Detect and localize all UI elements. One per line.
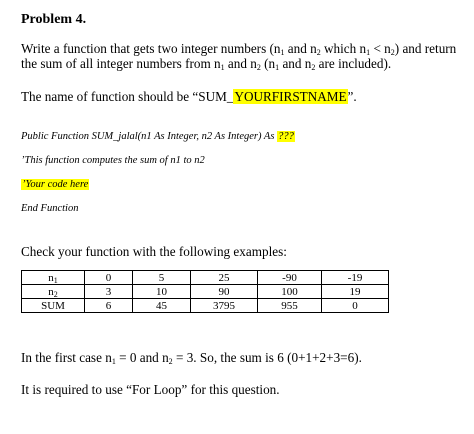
table-row — [22, 271, 389, 285]
problem-heading: Problem 4. — [21, 12, 87, 27]
table-cell: 100 — [258, 285, 322, 299]
task-line-2: the sum of all integer numbers from $n_1$ and $n_2$ ($n_1$ and $n_2$ are included). — [21, 56, 392, 72]
check-text: Check your function with the following examples: — [21, 244, 287, 259]
row-label: $n_2$ — [22, 285, 85, 299]
table-cell: -19 — [322, 271, 389, 285]
code-signature: Public Function SUM_jalal(n1 As Integer, n2 As Integer) As ??? — [21, 131, 294, 142]
table-cell: 955 — [258, 299, 322, 313]
for-loop-note: It is required to use “For Loop” for this question. — [21, 382, 280, 397]
table-cell: 25 — [191, 271, 258, 285]
example-explanation: In the first case $n_1 = 0$ and $n_2 = 3$. So, the sum is 6 (0+1+2+3=6). — [21, 350, 362, 366]
naming-instruction: The name of function should be “SUM_YOURFIRSTNAME”. — [21, 89, 357, 104]
code-end: End Function — [21, 203, 79, 214]
table-cell: 3795 — [191, 299, 258, 313]
table-cell: 3 — [85, 285, 133, 299]
table-row — [22, 285, 389, 299]
row-label: SUM — [22, 299, 85, 313]
table-cell: 6 — [85, 299, 133, 313]
code-placeholder: ’Your code here — [22, 179, 89, 190]
table-cell: 10 — [133, 285, 191, 299]
table-cell: 0 — [322, 299, 389, 313]
table-cell: 45 — [133, 299, 191, 313]
code-comment: ’This function computes the sum of n1 to n2 — [21, 155, 205, 166]
table-cell: -90 — [258, 271, 322, 285]
examples-table — [21, 270, 389, 313]
name-highlight: YOURFIRSTNAME — [234, 89, 347, 104]
table-cell: 0 — [85, 271, 133, 285]
table-cell: 19 — [322, 285, 389, 299]
task-line-1: Write a function that gets two integer numbers ($n_1$ and $n_2$ which $n_1 < n_2$) and return — [21, 41, 457, 57]
table-cell: 90 — [191, 285, 258, 299]
row-label: $n_1$ — [22, 271, 85, 285]
table-cell: 5 — [133, 271, 191, 285]
return-type-highlight: ??? — [278, 131, 294, 142]
table-row — [22, 299, 389, 313]
